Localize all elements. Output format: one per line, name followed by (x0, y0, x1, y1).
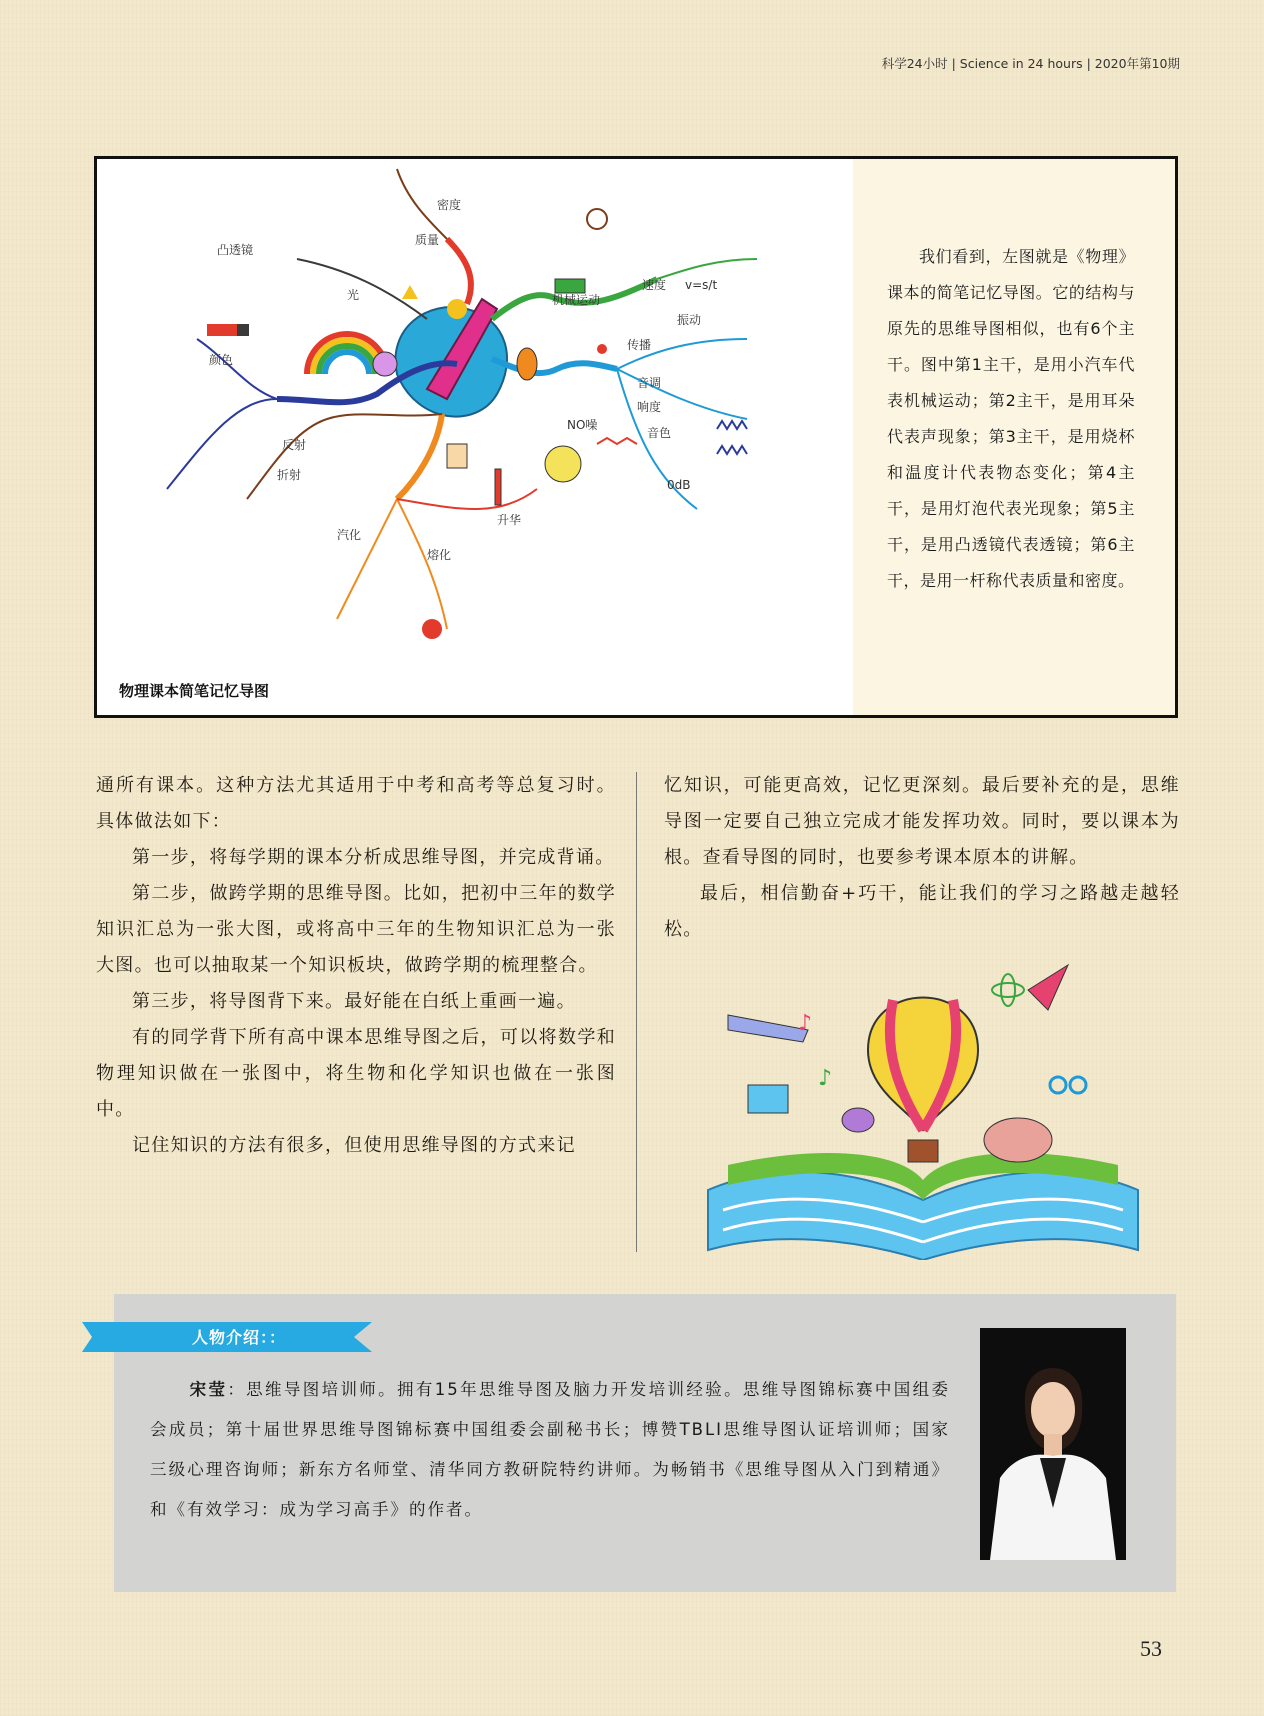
label-motion: 机械运动 (552, 293, 601, 307)
airplane-icon (728, 1015, 808, 1042)
label-speed-formula: v=s/t (685, 278, 718, 292)
atom-icon (992, 983, 1024, 997)
color-strip-icon (207, 324, 237, 336)
figure-side-text: 我们看到，左图就是《物理》课本的简笔记忆导图。它的结构与原先的思维导图相似，也有6个主干。图中第1主干，是用小汽车代表机械运动；第2主干，是用耳朵代表声现象；第3主干，是用烧杯和温度计代表物态变化；第4主干，是用灯泡代表光现象；第5主干，是用凸透镜代表透镜；第6主干，是用一杆称代表质量和密度。 (887, 247, 1135, 590)
car-icon (555, 279, 585, 293)
bio-name: 宋莹 (189, 1380, 228, 1399)
label-evap: 汽化 (337, 528, 362, 542)
clock-icon (587, 209, 607, 229)
central-sun (447, 299, 467, 319)
column-divider (636, 772, 637, 1252)
rainbow-band (325, 352, 369, 374)
bio-description: ：思维导图培训师。拥有15年思维导图及脑力开发培训经验。思维导图锦标赛中国组委会成员；第十届世界思维导图锦标赛中国组委会副秘书长；博赞TBLI思维导图认证培训师；国家三级心理咨询师；新东方名师堂、清华同方教研院特约讲师。为畅销书《思维导图从入门到精通》和《有效学习：成为学习高手》的作者。 (150, 1380, 951, 1519)
mind-map-illustration (97, 159, 853, 715)
elephant-icon (984, 1118, 1052, 1162)
label-reflection: 反射 (282, 438, 307, 452)
paragraph: 通所有课本。这种方法尤其适用于中考和高考等总复习时。具体做法如下： (96, 775, 616, 832)
sun-icon (422, 619, 442, 639)
paragraph: 有的同学背下所有高中课本思维导图之后，可以将数学和物理知识做在一张图中，将生物和化学知识也做在一张图中。 (96, 1027, 616, 1120)
running-header: 科学24小时 | Science in 24 hours | 2020年第10期 (881, 56, 1180, 71)
branch-mass (447, 239, 471, 304)
page-number: 53 (1140, 1636, 1162, 1661)
label-mass: 质量 (415, 233, 440, 247)
small-book-icon (748, 1085, 788, 1113)
paragraph: 最后，相信勤奋+巧干，能让我们的学习之路越走越轻松。 (664, 883, 1180, 940)
bulb-icon (373, 352, 397, 376)
mind-map-drawing (97, 159, 853, 715)
palette-icon (842, 1108, 874, 1132)
branch-motion-sub (657, 259, 757, 279)
music-note-icon: ♪ (798, 1011, 813, 1036)
rocket-icon (1028, 965, 1068, 1010)
hot-air-balloon-icon (868, 998, 978, 1131)
label-loudness: 响度 (637, 400, 662, 414)
paragraph: 第二步，做跨学期的思维导图。比如，把初中三年的数学知识汇总为一张大图，或将高中三年的生物知识汇总为一张大图。也可以抽取某一个知识板块，做跨学期的梳理整合。 (96, 883, 616, 976)
paragraph: 第三步，将导图背下来。最好能在白纸上重画一遍。 (132, 991, 576, 1012)
label-refraction: 折射 (277, 468, 302, 482)
glasses-icon (1070, 1077, 1086, 1093)
zigzag-icon (597, 438, 637, 444)
branch-light (247, 414, 442, 499)
paragraph: 第一步，将每学期的课本分析成思维导图，并完成背诵。 (132, 847, 615, 868)
thermometer-icon (495, 469, 501, 505)
label-tone: 音调 (637, 376, 662, 390)
branch-thermal-sub3 (397, 489, 537, 509)
author-bio-box (114, 1294, 1176, 1592)
label-noise: NO噪 (567, 418, 598, 432)
figure-caption: 物理课本简笔记忆导图 (119, 682, 270, 700)
branch-thermal (397, 414, 442, 499)
bio-tab (82, 1322, 372, 1352)
branch-thermal-sub (337, 499, 397, 619)
speaker-icon (597, 344, 607, 354)
branch-optics-sub2 (197, 339, 277, 399)
label-melt: 熔化 (427, 548, 452, 562)
branch-sound (492, 359, 617, 373)
branch-thermal-sub2 (397, 499, 447, 629)
book-balloon-illustration (698, 960, 1148, 1260)
wave-icon (717, 446, 747, 454)
label-timbre: 音色 (647, 426, 672, 440)
label-sublim: 升华 (497, 513, 522, 527)
branch-optics-sub (167, 399, 277, 489)
lightbulb-icon (545, 446, 581, 482)
bio-tab-label: 人物介绍：： (192, 1328, 287, 1347)
body-column-left (96, 768, 616, 1164)
body-column-right (664, 768, 1180, 948)
neck (1044, 1434, 1062, 1456)
color-strip-icon (237, 324, 249, 336)
paragraph: 记住知识的方法有很多，但使用思维导图的方式来记 (132, 1135, 576, 1156)
label-propagation: 传播 (627, 338, 652, 352)
label-color: 颜色 (209, 353, 234, 367)
label-light: 光 (347, 288, 360, 302)
author-portrait (980, 1328, 1126, 1560)
author-photo (980, 1328, 1126, 1560)
ear-icon (517, 348, 537, 380)
label-speed: 速度 (642, 278, 667, 292)
balloon-basket-icon (908, 1140, 938, 1162)
prism-icon (402, 285, 418, 299)
label-lens: 凸透镜 (217, 243, 254, 257)
beaker-icon (447, 444, 467, 468)
face (1031, 1382, 1075, 1438)
label-vibration: 振动 (677, 313, 702, 327)
label-density: 密度 (437, 198, 462, 212)
branch-lens (297, 259, 427, 319)
label-db: 0dB (667, 478, 691, 492)
paragraph: 忆知识，可能更高效，记忆更深刻。最后要补充的是，思维导图一定要自己独立完成才能发挥功效。同时，要以课本为根。查看导图的同时，也要参考课本原本的讲解。 (664, 775, 1180, 868)
bio-text (150, 1370, 950, 1530)
wave-icon (717, 421, 747, 429)
atom-icon (1001, 974, 1015, 1006)
figure-box (94, 156, 1178, 718)
music-note-icon: ♪ (818, 1066, 833, 1091)
glasses-icon (1050, 1077, 1066, 1093)
